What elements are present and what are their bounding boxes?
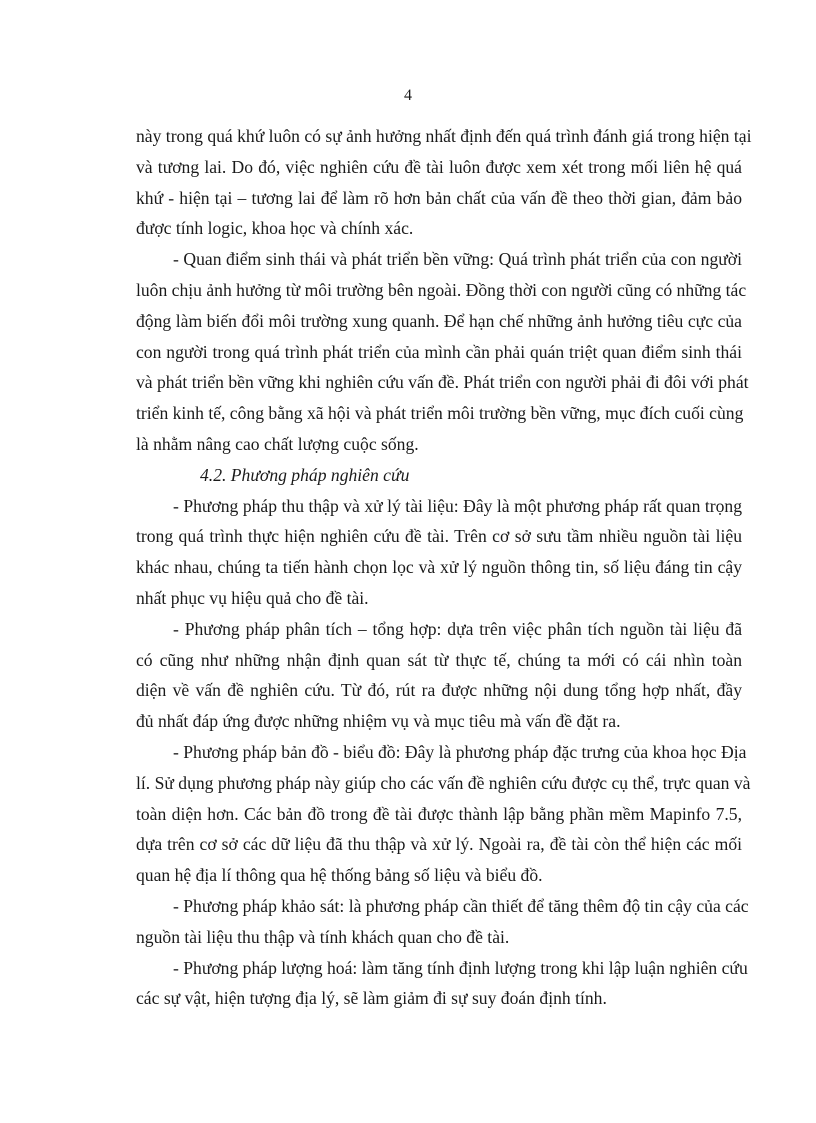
text-line: và tương lai. Do đó, việc nghiên cứu đề tài luôn được xem xét trong mối liên hệ quá	[136, 156, 742, 177]
text-line: luôn chịu ảnh hưởng từ môi trường bên ngoài. Đồng thời con người cũng có những tác	[136, 279, 747, 300]
text-line: có cũng như những nhận định quan sát từ thực tế, chúng ta mới có cái nhìn toàn	[136, 649, 742, 670]
text-line: - Phương pháp lượng hoá: làm tăng tính định lượng trong khi lập luận nghiên cứu	[173, 957, 748, 978]
text-line: - Phương pháp thu thập và xử lý tài liệu: Đây là một phương pháp rất quan trọng	[173, 495, 742, 516]
text-line: dựa trên cơ sở các dữ liệu đã thu thập và xử lý. Ngoài ra, đề tài còn thể hiện các mối	[136, 834, 742, 855]
text-line: triển kinh tế, công bằng xã hội và phát triển môi trường bền vững, mục đích cuối cùng	[136, 403, 744, 424]
body-text	[136, 121, 752, 1014]
text-line: được tính logic, khoa học và chính xác.	[136, 218, 414, 239]
text-line: động làm biến đổi môi trường xung quanh. Để hạn chế những ảnh hưởng tiêu cực của	[136, 310, 742, 331]
text-line: trong quá trình thực hiện nghiên cứu đề tài. Trên cơ sở sưu tầm nhiều nguồn tài liệu	[136, 526, 742, 547]
text-line: là nhằm nâng cao chất lượng cuộc sống.	[136, 433, 419, 454]
text-line: toàn diện hơn. Các bản đồ trong đề tài được thành lập bằng phần mềm Mapinfo 7.5,	[136, 803, 742, 824]
text-line: đủ nhất đáp ứng được những nhiệm vụ và mục tiêu mà vấn đề đặt ra.	[136, 711, 621, 732]
text-line: và phát triển bền vững khi nghiên cứu vấn đề. Phát triển con người phải đi đôi với phát	[136, 372, 749, 393]
text-line: - Phương pháp phân tích – tổng hợp: dựa trên việc phân tích nguồn tài liệu đã	[173, 618, 742, 639]
text-line: khác nhau, chúng ta tiến hành chọn lọc và xử lý nguồn thông tin, số liệu đáng tin cậy	[136, 557, 742, 578]
text-line: - Phương pháp bản đồ - biểu đồ: Đây là phương pháp đặc trưng của khoa học Địa	[173, 741, 747, 762]
text-line: diện về vấn đề nghiên cứu. Từ đó, rút ra được những nội dung tổng hợp nhất, đầy	[136, 680, 742, 701]
text-line: khứ - hiện tại – tương lai để làm rõ hơn bản chất của vấn đề theo thời gian, đảm bảo	[136, 187, 742, 208]
section-heading: 4.2. Phương pháp nghiên cứu	[200, 464, 410, 485]
text-line: - Phương pháp khảo sát: là phương pháp cần thiết để tăng thêm độ tin cậy của các	[173, 895, 749, 916]
text-line: lí. Sử dụng phương pháp này giúp cho các vấn đề nghiên cứu được cụ thể, trực quan và	[136, 772, 751, 793]
text-line: này trong quá khứ luôn có sự ảnh hưởng nhất định đến quá trình đánh giá trong hiện tại	[136, 126, 752, 146]
page-number: 4	[404, 87, 412, 104]
text-line: nhất phục vụ hiệu quả cho đề tài.	[136, 587, 369, 608]
text-line: - Quan điểm sinh thái và phát triển bền vững: Quá trình phát triển của con người	[173, 249, 742, 270]
text-line: con người trong quá trình phát triển của mình cần phải quán triệt quan điểm sinh thái	[136, 341, 742, 362]
text-line: quan hệ địa lí thông qua hệ thống bảng số liệu và biểu đồ.	[136, 865, 543, 886]
text-line: các sự vật, hiện tượng địa lý, sẽ làm giảm đi sự suy đoán định tính.	[136, 988, 607, 1009]
text-line: nguồn tài liệu thu thập và tính khách quan cho đề tài.	[136, 926, 510, 947]
